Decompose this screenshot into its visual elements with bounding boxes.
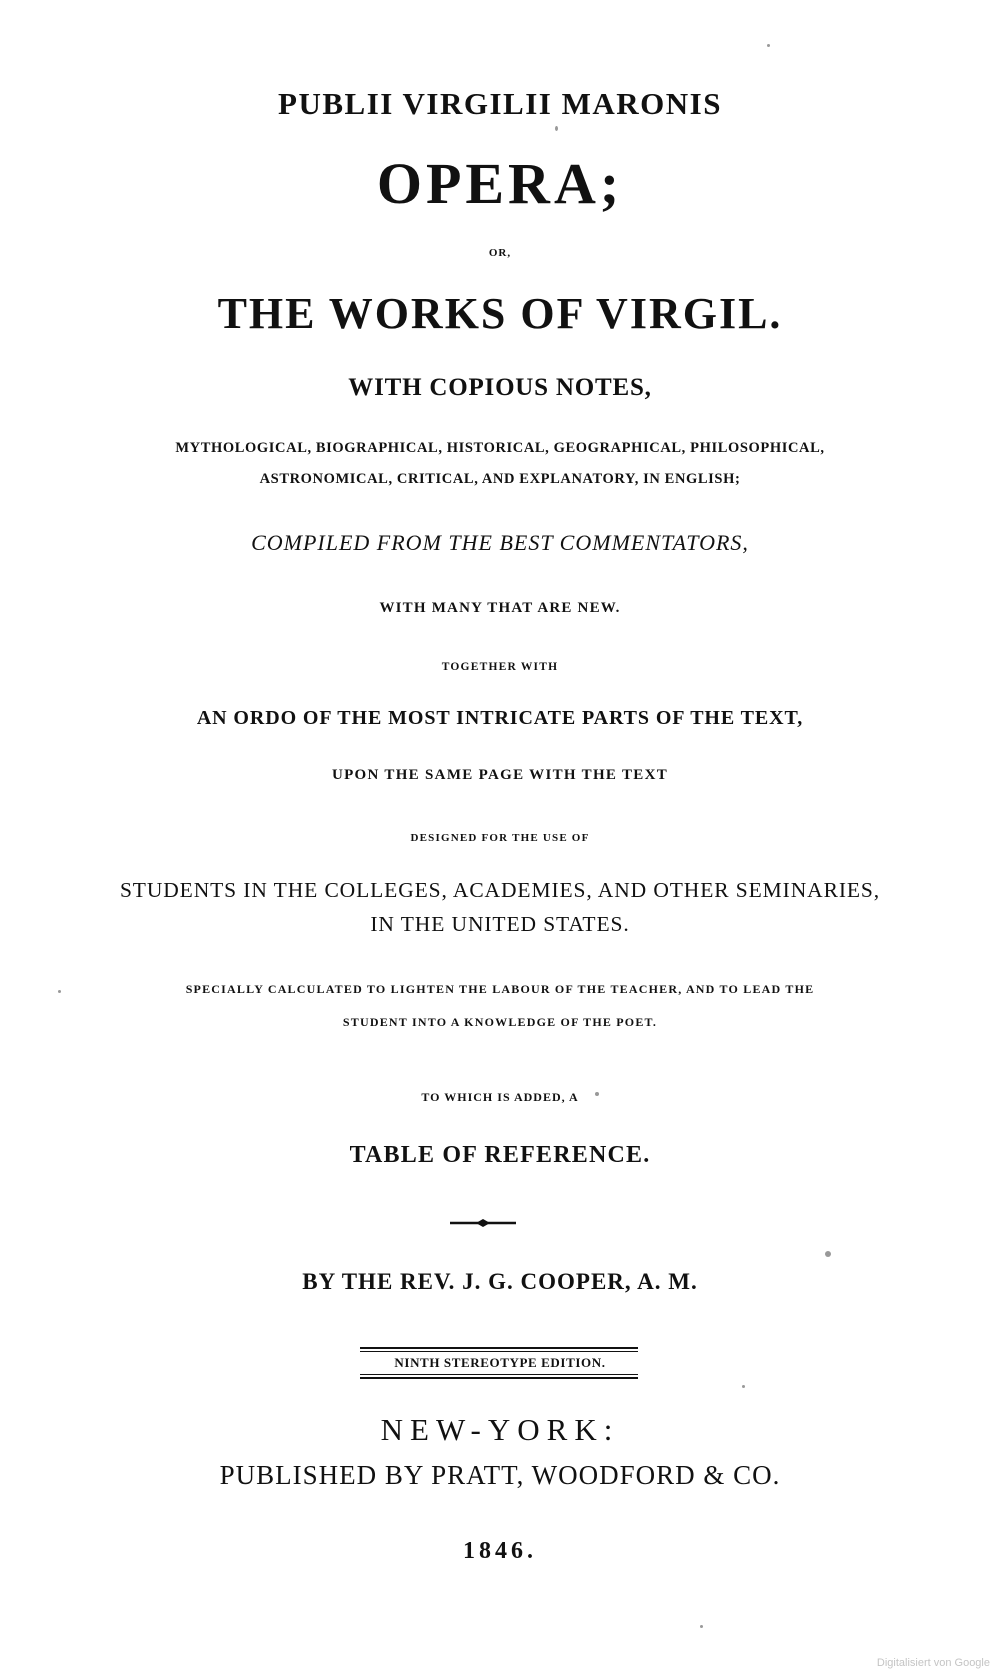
ornament-rule [448, 1217, 518, 1229]
title-opera: OPERA; [376, 151, 624, 216]
same-page-line: UPON THE SAME PAGE WITH THE TEXT [331, 767, 669, 783]
designed-line: DESIGNED FOR THE USE OF [410, 832, 590, 844]
compiled-line: COMPILED FROM THE BEST COMMENTATORS, [251, 530, 749, 555]
ordo-line: AN ORDO OF THE MOST INTRICATE PARTS OF THE TEXT, [196, 707, 804, 729]
or-connector: OR, [488, 247, 512, 259]
subtitle-copious-notes: WITH COPIOUS NOTES, [348, 374, 652, 401]
specially-line-2: STUDENT INTO A KNOWLEDGE OF THE POET. [342, 1015, 658, 1029]
publication-year: 1846. [463, 1538, 537, 1564]
together-with-line: TOGETHER WITH [441, 661, 559, 673]
digitization-watermark: Digitalisiert von Google [876, 1657, 990, 1669]
paper-speck [595, 1092, 599, 1096]
title-works-of-virgil: THE WORKS OF VIRGIL. [217, 289, 783, 338]
author-credit: BY THE REV. J. G. COOPER, A. M. [302, 1269, 698, 1294]
specially-line-1: SPECIALLY CALCULATED TO LIGHTEN THE LABOUR OF THE TEACHER, AND TO LEAD THE [185, 982, 815, 996]
place-of-publication: NEW-YORK: [380, 1412, 620, 1447]
paper-speck [58, 990, 61, 993]
notes-kinds-line-2: ASTRONOMICAL, CRITICAL, AND EXPLANATORY, IN ENGLISH; [259, 471, 741, 487]
to-which-added-line: TO WHICH IS ADDED, A [421, 1090, 579, 1104]
many-new-line: WITH MANY THAT ARE NEW. [379, 600, 621, 616]
paper-speck [742, 1385, 745, 1388]
author-latin-name: PUBLII VIRGILII MARONIS [278, 86, 722, 121]
united-states-line: IN THE UNITED STATES. [370, 912, 630, 936]
paper-speck [700, 1625, 703, 1628]
notes-kinds-line-1: MYTHOLOGICAL, BIOGRAPHICAL, HISTORICAL, GEOGRAPHICAL, PHILOSOPHICAL, [175, 440, 825, 456]
table-of-reference: TABLE OF REFERENCE. [349, 1142, 651, 1168]
edition-label: NINTH STEREOTYPE EDITION. [394, 1355, 606, 1370]
paper-speck [825, 1251, 831, 1257]
publisher-line: PUBLISHED BY PRATT, WOODFORD & CO. [219, 1460, 781, 1490]
paper-speck [767, 44, 770, 47]
paper-speck [555, 126, 558, 131]
students-line: STUDENTS IN THE COLLEGES, ACADEMIES, AND OTHER SEMINARIES, [119, 878, 881, 902]
